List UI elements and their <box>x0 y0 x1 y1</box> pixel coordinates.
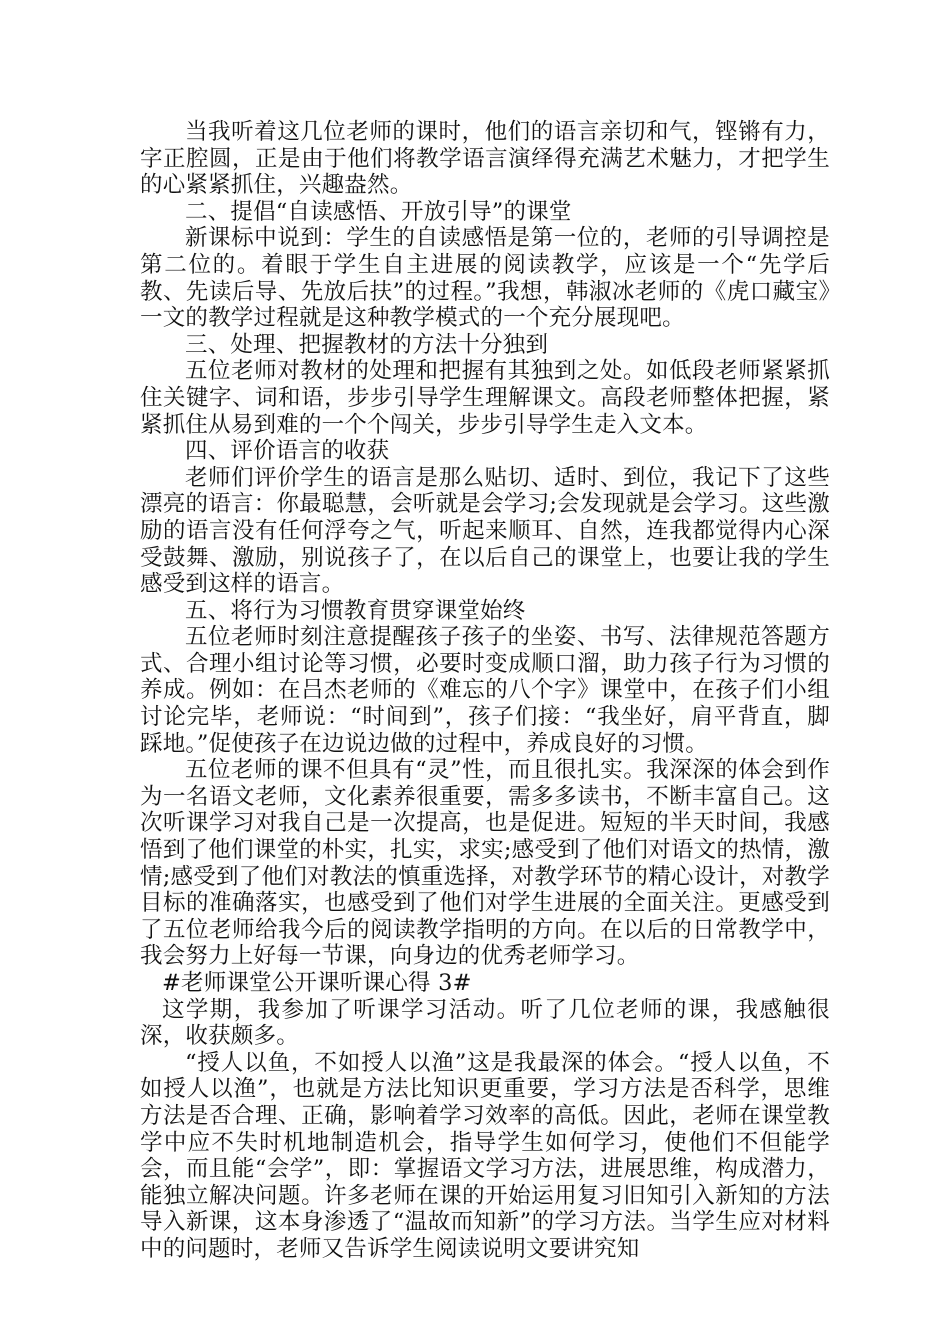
section-heading: 四、评价语言的收获 <box>185 438 390 465</box>
section-heading: 二、提倡“自读感悟、开放引导”的课堂 <box>185 198 572 225</box>
paragraph: 这学期，我参加了听课学习活动。听了几位老师的课，我感触很深，收获颇多。 <box>140 996 830 1050</box>
paragraph: 老师们评价学生的语言是那么贴切、适时、到位，我记下了这些漂亮的语言：你最聪慧，会听就是会学习;会发现就是会学习。这些激励的语言没有任何浮夸之气，听起来顺耳、自然，连我都觉得内心深受鼓舞、激励，别说孩子了，在以后自己的课堂上，也要让我的学生感受到这样的语言。 <box>140 464 830 598</box>
paragraph: 五位老师对教材的处理和把握有其独到之处。如低段老师紧紧抓住关键字、词和语，步步引导学生理解课文。高段老师整体把握，紧紧抓住从易到难的一个个闯关，步步引导学生走入文本。 <box>140 358 830 438</box>
paragraph: “授人以鱼，不如授人以渔”这是我最深的体会。“授人以鱼，不如授人以渔”，也就是方法比知识更重要，学习方法是否科学，思维方法是否合理、正确，影响着学习效率的高低。因此，老师在课堂教学中应不失时机地制造机会，指导学生如何学习，使他们不但能学会，而且能“会学”，即：掌握语文学习方法，进展思维，构成潜力，能独立解决问题。许多老师在课的开始运用复习旧知引入新知的方法导入新课，这本身渗透了“温故而知新”的学习方法。当学生应对材料中的问题时，老师又告诉学生阅读说明文要讲究知 <box>140 1049 830 1262</box>
paragraph: 当我听着这几位老师的课时，他们的语言亲切和气，铿锵有力，字正腔圆，正是由于他们将教学语言演绎得充满艺术魅力，才把学生的心紧紧抓住，兴趣盎然。 <box>140 119 830 199</box>
paragraph: 五位老师的课不但具有“灵”性，而且很扎实。我深深的体会到作为一名语文老师，文化素养很重要，需多多读书，不断丰富自己。这次听课学习对我自己是一次提高，也是促进。短短的半天时间，我感悟到了他们课堂的朴实，扎实，求实;感受到了他们对语文的热情，激情;感受到了他们对教法的慎重选择，对教学环节的精心设计，对教学目标的准确落实，也感受到了他们对学生进展的全面关注。更感受到了五位老师给我今后的阅读教学指明的方向。在以后的日常教学中，我会努力上好每一节课，向身边的优秀老师学习。 <box>140 757 830 970</box>
document-body <box>140 119 830 1263</box>
section-heading: 三、处理、把握教材的方法十分独到 <box>185 331 549 358</box>
section-heading: 五、将行为习惯教育贯穿课堂始终 <box>185 597 526 624</box>
article-title: #老师课堂公开课听课心得 3# <box>162 970 472 996</box>
paragraph: 五位老师时刻注意提醒孩子孩子的坐姿、书写、法律规范答题方式、合理小组讨论等习惯，必要时变成顺口溜，助力孩子行为习惯的养成。例如：在吕杰老师的《难忘的八个字》课堂中，在孩子们小组讨论完毕，老师说：“时间到”，孩子们接：“我坐好，肩平背直，脚踩地。”促使孩子在边说边做的过程中，养成良好的习惯。 <box>140 624 830 757</box>
paragraph: 新课标中说到：学生的自读感悟是第一位的，老师的引导调控是第二位的。着眼于学生自主进展的阅读教学，应该是一个“先学后教、先读后导、先放后扶”的过程。”我想，韩淑冰老师的《虎口藏宝》一文的教学过程就是这种教学模式的一个充分展现吧。 <box>140 225 830 332</box>
